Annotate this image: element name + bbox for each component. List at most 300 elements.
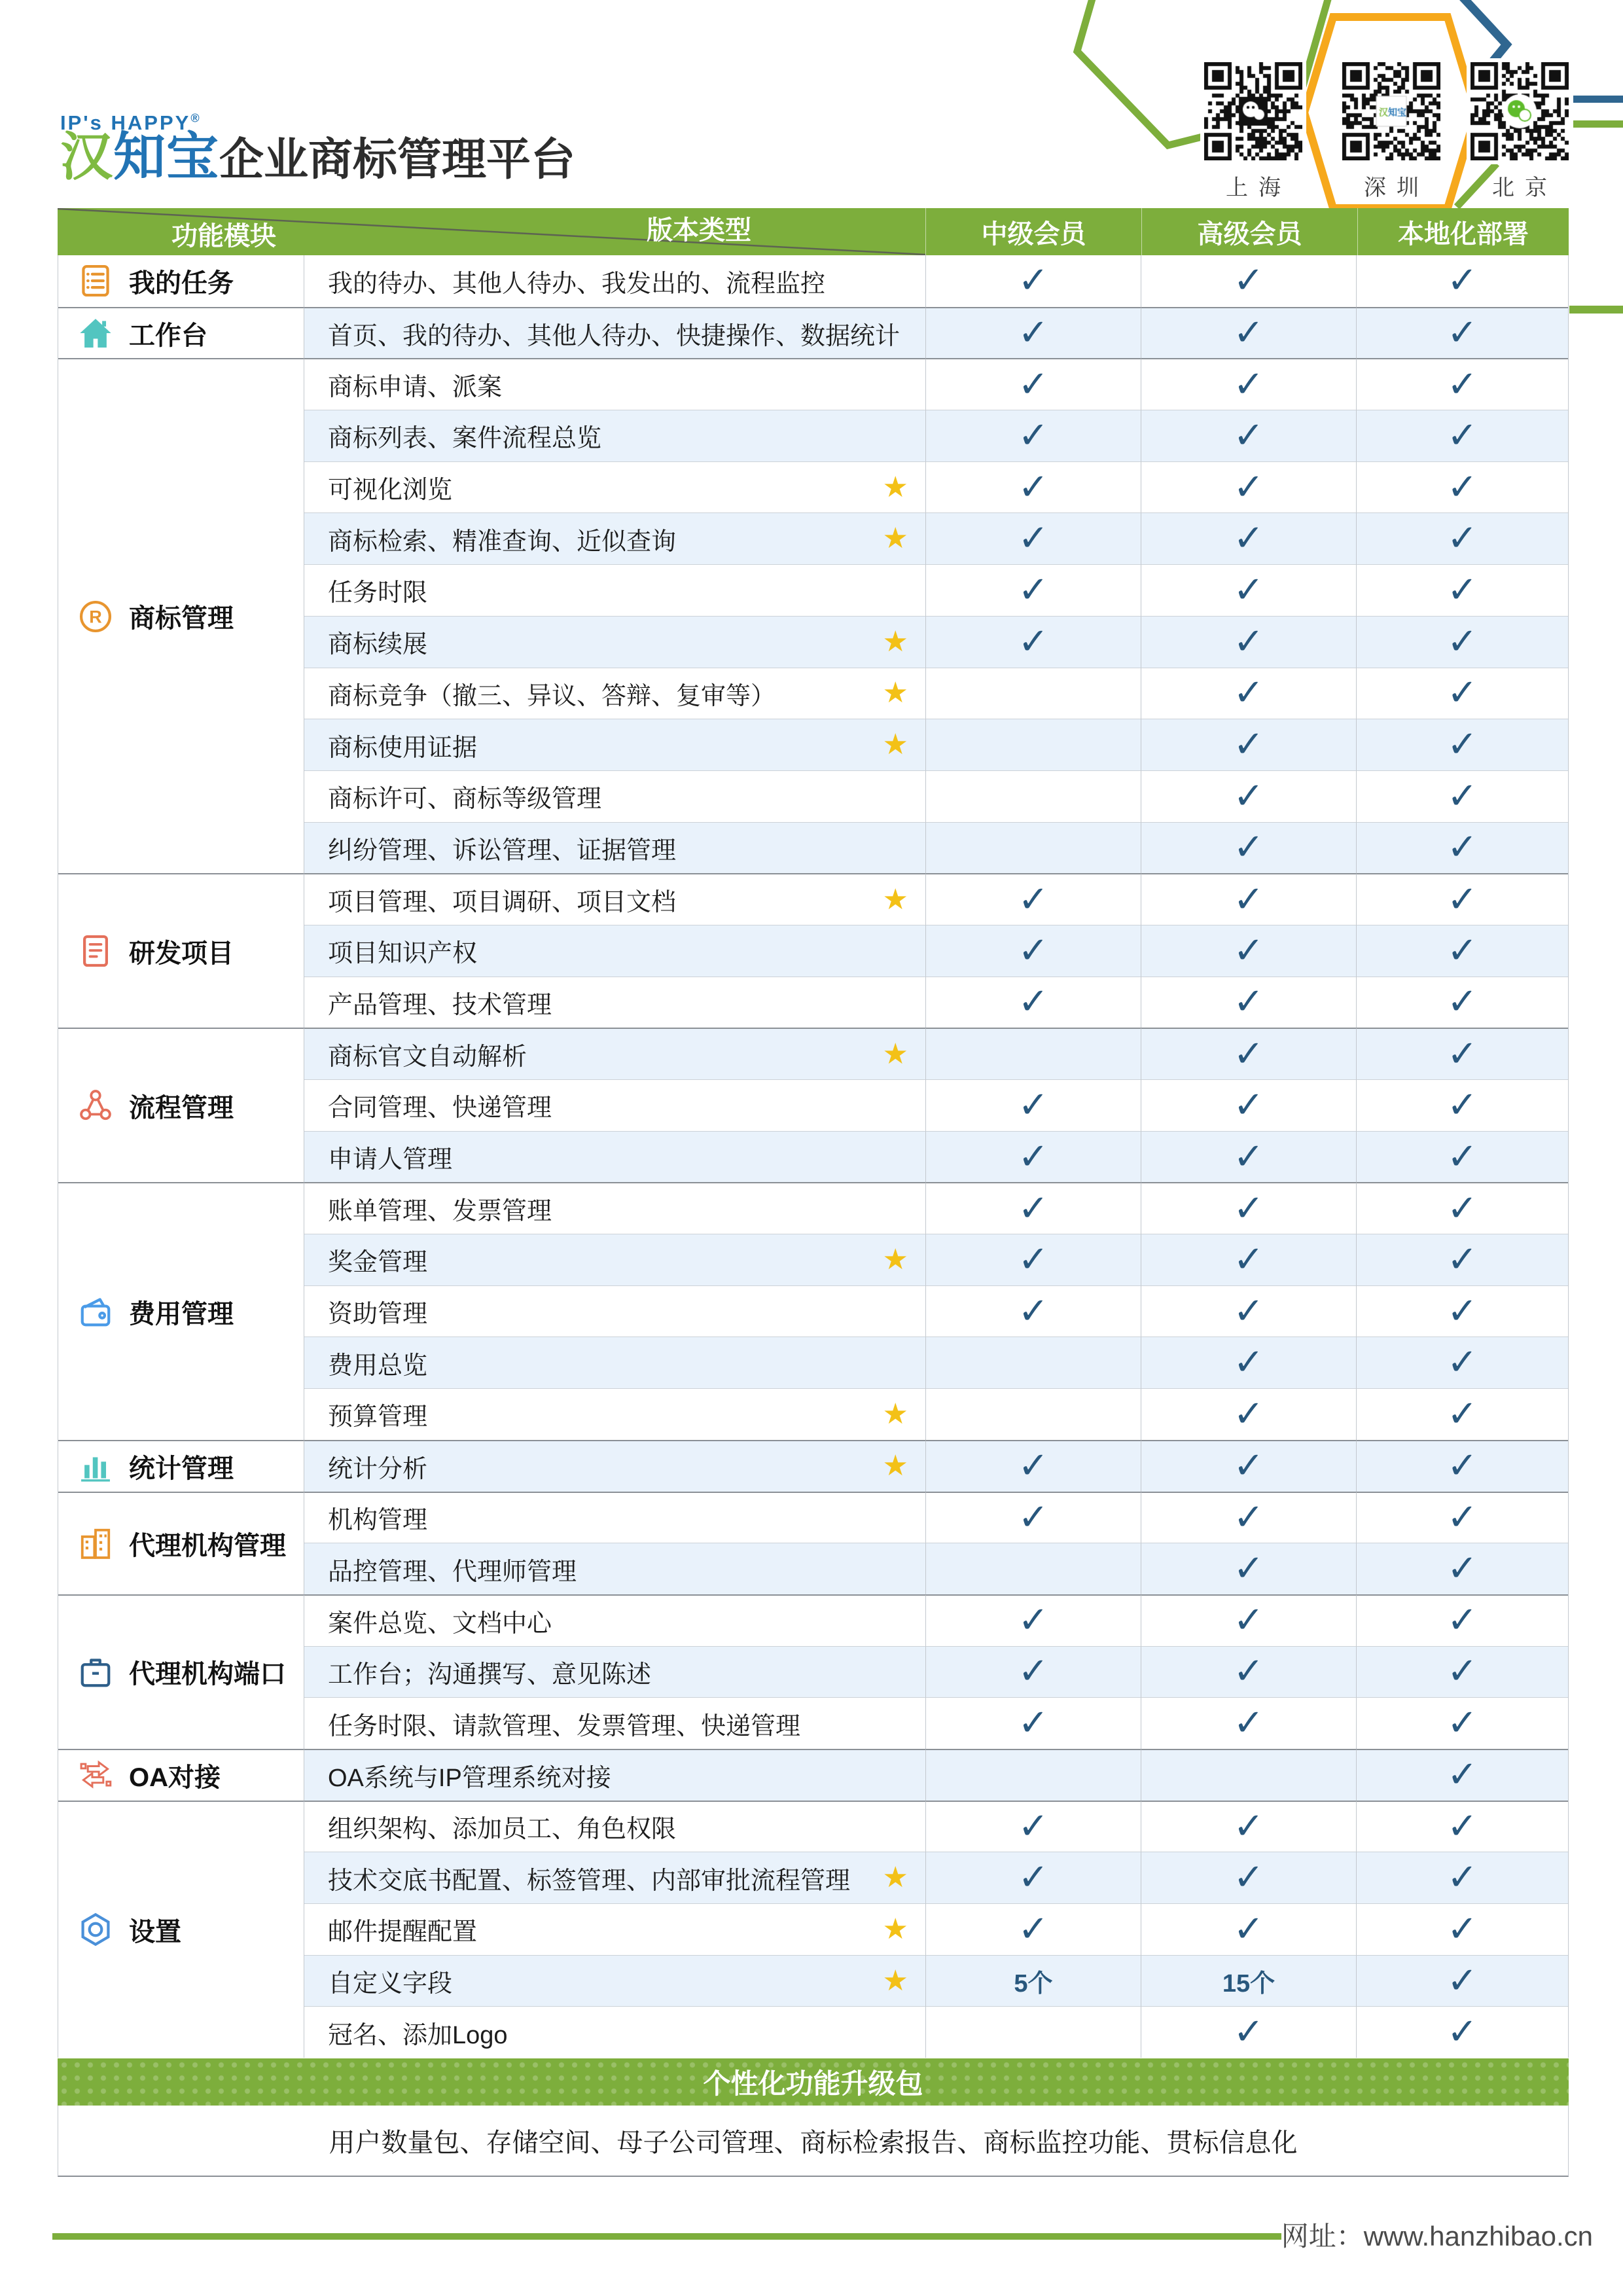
oa-arrows-icon <box>78 1757 113 1793</box>
check-icon: ✓ <box>1447 1289 1478 1333</box>
check-icon: ✓ <box>1233 1496 1264 1539</box>
feature-label: 统计分析 <box>328 1455 428 1483</box>
tier-cell <box>926 668 1141 719</box>
tier-cell <box>926 410 1141 461</box>
tier-cell <box>1141 1492 1357 1543</box>
check-icon: ✓ <box>1233 312 1264 355</box>
comparison-grid <box>58 255 1569 2058</box>
brand-char: 汉 <box>60 128 113 186</box>
tier-cell <box>1141 307 1357 359</box>
tier-cell <box>1141 668 1357 719</box>
feature-label: 自定义字段 <box>328 1970 453 1998</box>
header-version-type: 版本类型 <box>647 216 751 245</box>
feature-cell <box>304 1543 926 1594</box>
star-icon: ★ <box>882 1037 908 1070</box>
feature-cell <box>304 1028 926 1079</box>
tier-cell <box>1141 770 1357 822</box>
check-icon: ✓ <box>1447 878 1478 921</box>
addons-row <box>58 2106 1569 2177</box>
feature-cell <box>304 307 926 359</box>
check-icon: ✓ <box>1233 259 1264 302</box>
tier-cell <box>926 1543 1141 1594</box>
tier-cell <box>1357 1234 1568 1285</box>
qr-code-icon <box>1204 62 1302 160</box>
feature-cell <box>304 1903 926 1955</box>
check-icon: ✓ <box>1233 878 1264 921</box>
module-cell <box>58 1594 304 1749</box>
qr-beijing <box>1467 62 1572 202</box>
page-title <box>60 128 575 186</box>
check-icon: ✓ <box>1447 929 1478 972</box>
tier-cell <box>1357 1440 1568 1492</box>
tier-cell <box>1141 2006 1357 2058</box>
tier-cell <box>1357 1852 1568 1903</box>
feature-cell <box>304 1182 926 1234</box>
qr-shenzhen <box>1339 62 1444 202</box>
check-icon: ✓ <box>1233 414 1264 457</box>
brand-english: IP's HAPPY® <box>60 111 202 134</box>
check-icon: ✓ <box>1233 517 1264 560</box>
home-icon <box>78 315 113 351</box>
check-icon: ✓ <box>1447 1083 1478 1126</box>
tier-cell <box>926 1646 1141 1698</box>
module-label: 商标管理 <box>129 604 234 634</box>
header-tier-onpremise: 本地化部署 <box>1357 208 1569 255</box>
check-icon: ✓ <box>1447 723 1478 766</box>
check-icon: ✓ <box>1447 465 1478 509</box>
tier-cell <box>926 822 1141 874</box>
tier-cell <box>926 1801 1141 1852</box>
feature-label: 商标官文自动解析 <box>328 1043 527 1071</box>
feature-label: 任务时限、请款管理、发票管理、快递管理 <box>328 1712 801 1740</box>
star-icon: ★ <box>882 883 908 916</box>
feature-cell <box>304 1852 926 1903</box>
check-icon: ✓ <box>1447 1650 1478 1693</box>
feature-label: 我的待办、其他人待办、我发出的、流程监控 <box>328 270 826 298</box>
tier-cell <box>1141 1801 1357 1852</box>
feature-label: 奖金管理 <box>328 1249 428 1277</box>
feature-cell <box>304 925 926 977</box>
module-label: 设置 <box>129 1917 181 1946</box>
feature-label: 申请人管理 <box>328 1146 453 1174</box>
brand-char: 宝 <box>166 128 219 186</box>
tier-cell <box>926 1492 1141 1543</box>
tier-cell <box>926 1749 1141 1801</box>
check-icon: ✓ <box>1018 465 1049 509</box>
tier-cell <box>1357 1131 1568 1183</box>
feature-label: 预算管理 <box>328 1403 428 1431</box>
check-icon: ✓ <box>1447 2011 1478 2054</box>
check-icon: ✓ <box>1447 1496 1478 1539</box>
check-icon: ✓ <box>1447 1959 1478 2002</box>
tier-cell <box>1141 1852 1357 1903</box>
check-icon: ✓ <box>1233 1289 1264 1333</box>
tier-cell <box>1357 719 1568 770</box>
check-icon: ✓ <box>1018 414 1049 457</box>
task-list-icon <box>78 263 113 298</box>
tier-value: 15个 <box>1222 1970 1275 1998</box>
tier-cell <box>1357 1028 1568 1079</box>
star-icon: ★ <box>882 625 908 658</box>
check-icon: ✓ <box>1447 414 1478 457</box>
check-icon: ✓ <box>1447 1702 1478 1745</box>
settings-hexagon-icon <box>78 1912 113 1947</box>
check-icon: ✓ <box>1447 1392 1478 1435</box>
tier-cell <box>926 358 1141 410</box>
tier-cell <box>926 1903 1141 1955</box>
check-icon: ✓ <box>1018 1599 1049 1642</box>
check-icon: ✓ <box>1018 312 1049 355</box>
addons-text: 用户数量包、存储空间、母子公司管理、商标检索报告、商标监控功能、贯标信息化 <box>329 2128 1298 2157</box>
tier-cell <box>1357 1903 1568 1955</box>
qr-code-icon <box>1342 62 1440 160</box>
check-icon: ✓ <box>1447 620 1478 663</box>
check-icon: ✓ <box>1018 568 1049 611</box>
briefcase-icon <box>78 1655 113 1690</box>
feature-cell <box>304 1336 926 1388</box>
header-tier-intermediate: 中级会员 <box>925 208 1141 255</box>
module-cell <box>58 1440 304 1492</box>
check-icon: ✓ <box>1233 2011 1264 2054</box>
agency-building-icon <box>78 1526 113 1561</box>
feature-cell <box>304 1079 926 1131</box>
wallet-icon <box>78 1294 113 1329</box>
star-icon: ★ <box>882 677 908 709</box>
tier-cell <box>926 977 1141 1028</box>
check-icon: ✓ <box>1233 1341 1264 1384</box>
check-icon: ✓ <box>1233 568 1264 611</box>
check-icon: ✓ <box>1233 826 1264 869</box>
module-cell <box>58 873 304 1028</box>
check-icon: ✓ <box>1233 929 1264 972</box>
tier-cell <box>1141 564 1357 616</box>
feature-cell <box>304 461 926 513</box>
tier-cell <box>1357 410 1568 461</box>
check-icon: ✓ <box>1447 672 1478 715</box>
tier-cell <box>1357 1955 1568 2007</box>
tier-cell <box>1357 1336 1568 1388</box>
module-cell <box>58 307 304 359</box>
tier-cell <box>1357 512 1568 564</box>
check-icon: ✓ <box>1447 1135 1478 1178</box>
tier-cell <box>926 1131 1141 1183</box>
header-tier-senior: 高级会员 <box>1141 208 1357 255</box>
tier-cell <box>1357 977 1568 1028</box>
tier-cell <box>1357 1182 1568 1234</box>
tier-cell <box>926 925 1141 977</box>
tier-cell <box>1141 925 1357 977</box>
check-icon: ✓ <box>1018 517 1049 560</box>
feature-cell <box>304 1594 926 1646</box>
tier-cell <box>1357 1492 1568 1543</box>
star-icon: ★ <box>882 728 908 761</box>
module-cell <box>58 1028 304 1182</box>
check-icon: ✓ <box>1018 1907 1049 1950</box>
check-icon: ✓ <box>1233 1083 1264 1126</box>
tier-cell <box>926 512 1141 564</box>
module-label: 费用管理 <box>129 1299 234 1329</box>
feature-cell <box>304 1285 926 1337</box>
check-icon: ✓ <box>1447 312 1478 355</box>
check-icon: ✓ <box>1018 363 1049 406</box>
tier-cell <box>926 2006 1141 2058</box>
tier-cell <box>926 616 1141 668</box>
tier-cell <box>926 1955 1141 2007</box>
feature-cell <box>304 2006 926 2058</box>
module-label: 我的任务 <box>129 268 234 298</box>
tier-cell <box>926 1852 1141 1903</box>
check-icon: ✓ <box>1018 1702 1049 1745</box>
check-icon: ✓ <box>1447 1907 1478 1950</box>
star-icon: ★ <box>882 1450 908 1482</box>
feature-cell <box>304 822 926 874</box>
tier-cell <box>926 1440 1141 1492</box>
feature-label: 资助管理 <box>328 1300 428 1329</box>
module-cell <box>58 1749 304 1801</box>
feature-label: 机构管理 <box>328 1507 428 1535</box>
tier-cell <box>1357 2006 1568 2058</box>
module-cell <box>58 1182 304 1439</box>
tier-cell <box>1357 1388 1568 1440</box>
tier-cell <box>926 1182 1141 1234</box>
check-icon: ✓ <box>1233 1856 1264 1899</box>
tier-cell <box>1141 1646 1357 1698</box>
feature-label: 首页、我的待办、其他人待办、快捷操作、数据统计 <box>328 322 901 350</box>
check-icon: ✓ <box>1018 980 1049 1024</box>
check-icon: ✓ <box>1233 1135 1264 1178</box>
check-icon: ✓ <box>1233 1032 1264 1075</box>
upgrade-banner-label: 个性化功能升级包 <box>703 2068 923 2099</box>
tier-cell <box>926 307 1141 359</box>
bar-chart-icon <box>78 1448 113 1484</box>
check-icon: ✓ <box>1233 1702 1264 1745</box>
registered-trademark-icon <box>78 599 113 634</box>
tier-cell <box>1357 1079 1568 1131</box>
check-icon: ✓ <box>1233 1187 1264 1230</box>
tier-cell <box>1357 1801 1568 1852</box>
tier-cell <box>1141 410 1357 461</box>
check-icon: ✓ <box>1018 1083 1049 1126</box>
check-icon: ✓ <box>1447 1599 1478 1642</box>
tier-cell <box>926 1336 1141 1388</box>
tier-cell <box>1141 1388 1357 1440</box>
feature-cell <box>304 873 926 925</box>
feature-label: 商标检索、精准查询、近似查询 <box>328 528 677 556</box>
feature-cell <box>304 1131 926 1183</box>
feature-label: 商标列表、案件流程总览 <box>328 425 602 453</box>
feature-cell <box>304 512 926 564</box>
tier-cell <box>926 255 1141 307</box>
tier-cell <box>1141 461 1357 513</box>
check-icon: ✓ <box>1233 1804 1264 1848</box>
tier-cell <box>926 1079 1141 1131</box>
check-icon: ✓ <box>1447 1444 1478 1488</box>
check-icon: ✓ <box>1447 1856 1478 1899</box>
tier-cell <box>1141 358 1357 410</box>
tier-cell <box>1357 1749 1568 1801</box>
tier-cell <box>1141 1594 1357 1646</box>
star-icon: ★ <box>882 471 908 503</box>
module-label: 流程管理 <box>129 1093 234 1122</box>
module-cell <box>58 255 304 307</box>
check-icon: ✓ <box>1233 723 1264 766</box>
feature-label: 项目知识产权 <box>328 940 478 968</box>
feature-label: 产品管理、技术管理 <box>328 991 552 1019</box>
feature-label: 项目管理、项目调研、项目文档 <box>328 889 677 917</box>
feature-cell <box>304 1697 926 1749</box>
star-icon: ★ <box>882 1861 908 1894</box>
feature-label: 邮件提醒配置 <box>328 1918 478 1946</box>
check-icon: ✓ <box>1447 1238 1478 1281</box>
header-merged-cell <box>58 208 925 255</box>
check-icon: ✓ <box>1233 1392 1264 1435</box>
check-icon: ✓ <box>1018 620 1049 663</box>
upgrade-banner <box>58 2058 1569 2106</box>
check-icon: ✓ <box>1233 1238 1264 1281</box>
check-icon: ✓ <box>1018 878 1049 921</box>
feature-label: 商标续展 <box>328 631 428 659</box>
check-icon: ✓ <box>1233 1650 1264 1693</box>
check-icon: ✓ <box>1018 1496 1049 1539</box>
tier-cell <box>1357 255 1568 307</box>
feature-cell <box>304 564 926 616</box>
check-icon: ✓ <box>1233 620 1264 663</box>
feature-label: OA系统与IP管理系统对接 <box>328 1764 611 1792</box>
check-icon: ✓ <box>1447 774 1478 817</box>
feature-cell <box>304 410 926 461</box>
tier-cell <box>1141 1955 1357 2007</box>
check-icon: ✓ <box>1018 1856 1049 1899</box>
registered-mark: ® <box>190 111 202 125</box>
check-icon: ✓ <box>1018 1444 1049 1488</box>
feature-cell <box>304 1749 926 1801</box>
tier-cell <box>1141 1234 1357 1285</box>
check-icon: ✓ <box>1018 1289 1049 1333</box>
module-label: 统计管理 <box>129 1454 234 1483</box>
tier-cell <box>1141 719 1357 770</box>
check-icon: ✓ <box>1447 980 1478 1024</box>
feature-label: 商标许可、商标等级管理 <box>328 785 602 814</box>
tier-cell <box>1141 1182 1357 1234</box>
tier-cell <box>1141 873 1357 925</box>
tier-cell <box>926 1594 1141 1646</box>
tier-cell <box>1357 461 1568 513</box>
tier-cell <box>1357 1285 1568 1337</box>
tier-cell <box>926 1285 1141 1337</box>
svg-text:R: R <box>89 607 102 627</box>
check-icon: ✓ <box>1233 465 1264 509</box>
rd-project-icon <box>78 933 113 969</box>
tier-cell <box>1141 1440 1357 1492</box>
check-icon: ✓ <box>1233 1444 1264 1488</box>
check-icon: ✓ <box>1233 672 1264 715</box>
feature-cell <box>304 1440 926 1492</box>
check-icon: ✓ <box>1018 259 1049 302</box>
check-icon: ✓ <box>1447 259 1478 302</box>
star-icon: ★ <box>882 1397 908 1430</box>
tier-cell <box>1357 668 1568 719</box>
check-icon: ✓ <box>1447 1032 1478 1075</box>
check-icon: ✓ <box>1018 1650 1049 1693</box>
feature-cell <box>304 616 926 668</box>
tier-cell <box>1357 616 1568 668</box>
tier-cell <box>1141 977 1357 1028</box>
feature-cell <box>304 668 926 719</box>
tier-cell <box>1141 1903 1357 1955</box>
feature-label: 费用总览 <box>328 1352 428 1380</box>
tier-cell <box>1141 1543 1357 1594</box>
process-icon <box>78 1088 113 1123</box>
qr-label: 上海 <box>1226 175 1291 200</box>
feature-label: 纠纷管理、诉讼管理、证据管理 <box>328 836 677 865</box>
check-icon: ✓ <box>1018 1238 1049 1281</box>
feature-cell <box>304 1234 926 1285</box>
qr-label: 北京 <box>1492 175 1558 200</box>
tier-cell <box>1357 1646 1568 1698</box>
feature-label: 商标竞争（撤三、异议、答辩、复审等） <box>328 682 776 710</box>
tier-cell <box>1357 358 1568 410</box>
brand-chinese <box>60 128 219 186</box>
module-cell <box>58 1801 304 2058</box>
check-icon: ✓ <box>1447 1341 1478 1384</box>
footer-divider <box>52 2233 1281 2240</box>
tier-cell <box>1357 564 1568 616</box>
website-url: 网址：www.hanzhibao.cn <box>1281 2221 1593 2251</box>
feature-label: 技术交底书配置、标签管理、内部审批流程管理 <box>328 1867 851 1895</box>
brand-char: 知 <box>113 128 166 186</box>
check-icon: ✓ <box>1233 1547 1264 1590</box>
feature-cell <box>304 977 926 1028</box>
check-icon: ✓ <box>1018 1135 1049 1178</box>
feature-label: 任务时限 <box>328 579 428 607</box>
tier-cell <box>1357 1594 1568 1646</box>
check-icon: ✓ <box>1018 1804 1049 1848</box>
table-header <box>58 208 1569 255</box>
qr-shanghai <box>1201 62 1306 202</box>
check-icon: ✓ <box>1447 517 1478 560</box>
qr-code-icon <box>1471 62 1569 160</box>
tier-cell <box>1141 1079 1357 1131</box>
feature-cell <box>304 770 926 822</box>
module-label: 代理机构管理 <box>129 1531 286 1560</box>
tier-cell <box>926 770 1141 822</box>
tier-cell <box>926 564 1141 616</box>
star-icon: ★ <box>882 1964 908 1997</box>
module-label: OA对接 <box>129 1763 221 1792</box>
tier-cell <box>926 1697 1141 1749</box>
check-icon: ✓ <box>1233 774 1264 817</box>
feature-label: 工作台；沟通撰写、意见陈述 <box>328 1660 652 1689</box>
module-cell <box>58 358 304 873</box>
module-label: 研发项目 <box>129 939 234 968</box>
tier-cell <box>1141 1749 1357 1801</box>
header-function-module: 功能模块 <box>171 222 276 251</box>
feature-cell <box>304 358 926 410</box>
tier-cell <box>1141 822 1357 874</box>
tier-cell <box>1141 512 1357 564</box>
feature-cell <box>304 1801 926 1852</box>
feature-label: 合同管理、快递管理 <box>328 1094 552 1122</box>
feature-cell <box>304 1492 926 1543</box>
check-icon: ✓ <box>1447 1187 1478 1230</box>
check-icon: ✓ <box>1018 929 1049 972</box>
module-label: 工作台 <box>129 321 207 350</box>
tier-cell <box>926 1028 1141 1079</box>
tier-cell <box>926 461 1141 513</box>
tier-cell <box>1141 255 1357 307</box>
star-icon: ★ <box>882 522 908 555</box>
check-icon: ✓ <box>1447 568 1478 611</box>
